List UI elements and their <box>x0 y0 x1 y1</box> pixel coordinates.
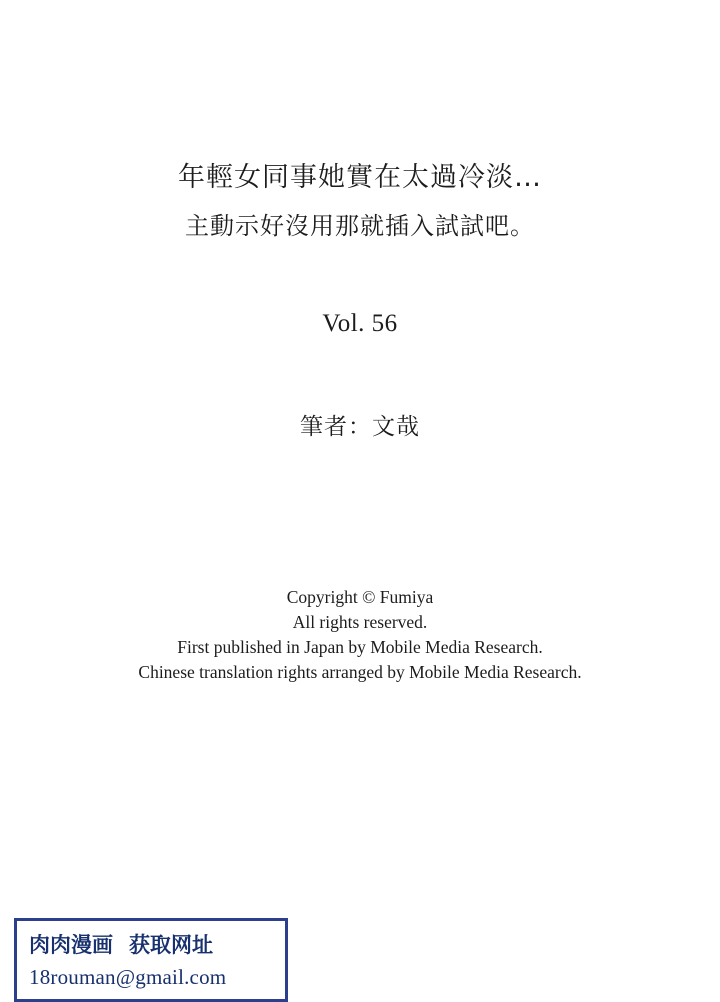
watermark-email: 18rouman@gmail.com <box>29 965 227 989</box>
copyright-line: All rights reserved. <box>292 612 428 632</box>
title-block <box>0 160 720 243</box>
copyright-line: First published in Japan by Mobile Media Research. <box>177 637 543 657</box>
page-title-line-2: 主動示好沒用那就插入試試吧。 <box>185 212 535 241</box>
watermark-subtitle: 获取网址 <box>129 933 213 957</box>
copyright-block <box>0 585 720 685</box>
copyright-line: Chinese translation rights arranged by Mobile Media Research. <box>138 662 582 682</box>
watermark-title-row <box>17 921 285 959</box>
author-label: 筆者：文哉 <box>300 414 420 440</box>
copyright-line: Copyright © Fumiya <box>286 587 434 607</box>
watermark-brand: 肉肉漫画 <box>29 933 113 957</box>
watermark-box <box>14 918 288 1002</box>
volume-label: Vol. 56 <box>322 310 398 337</box>
page-title-line-1: 年輕女同事她實在太過冷淡… <box>178 162 542 193</box>
